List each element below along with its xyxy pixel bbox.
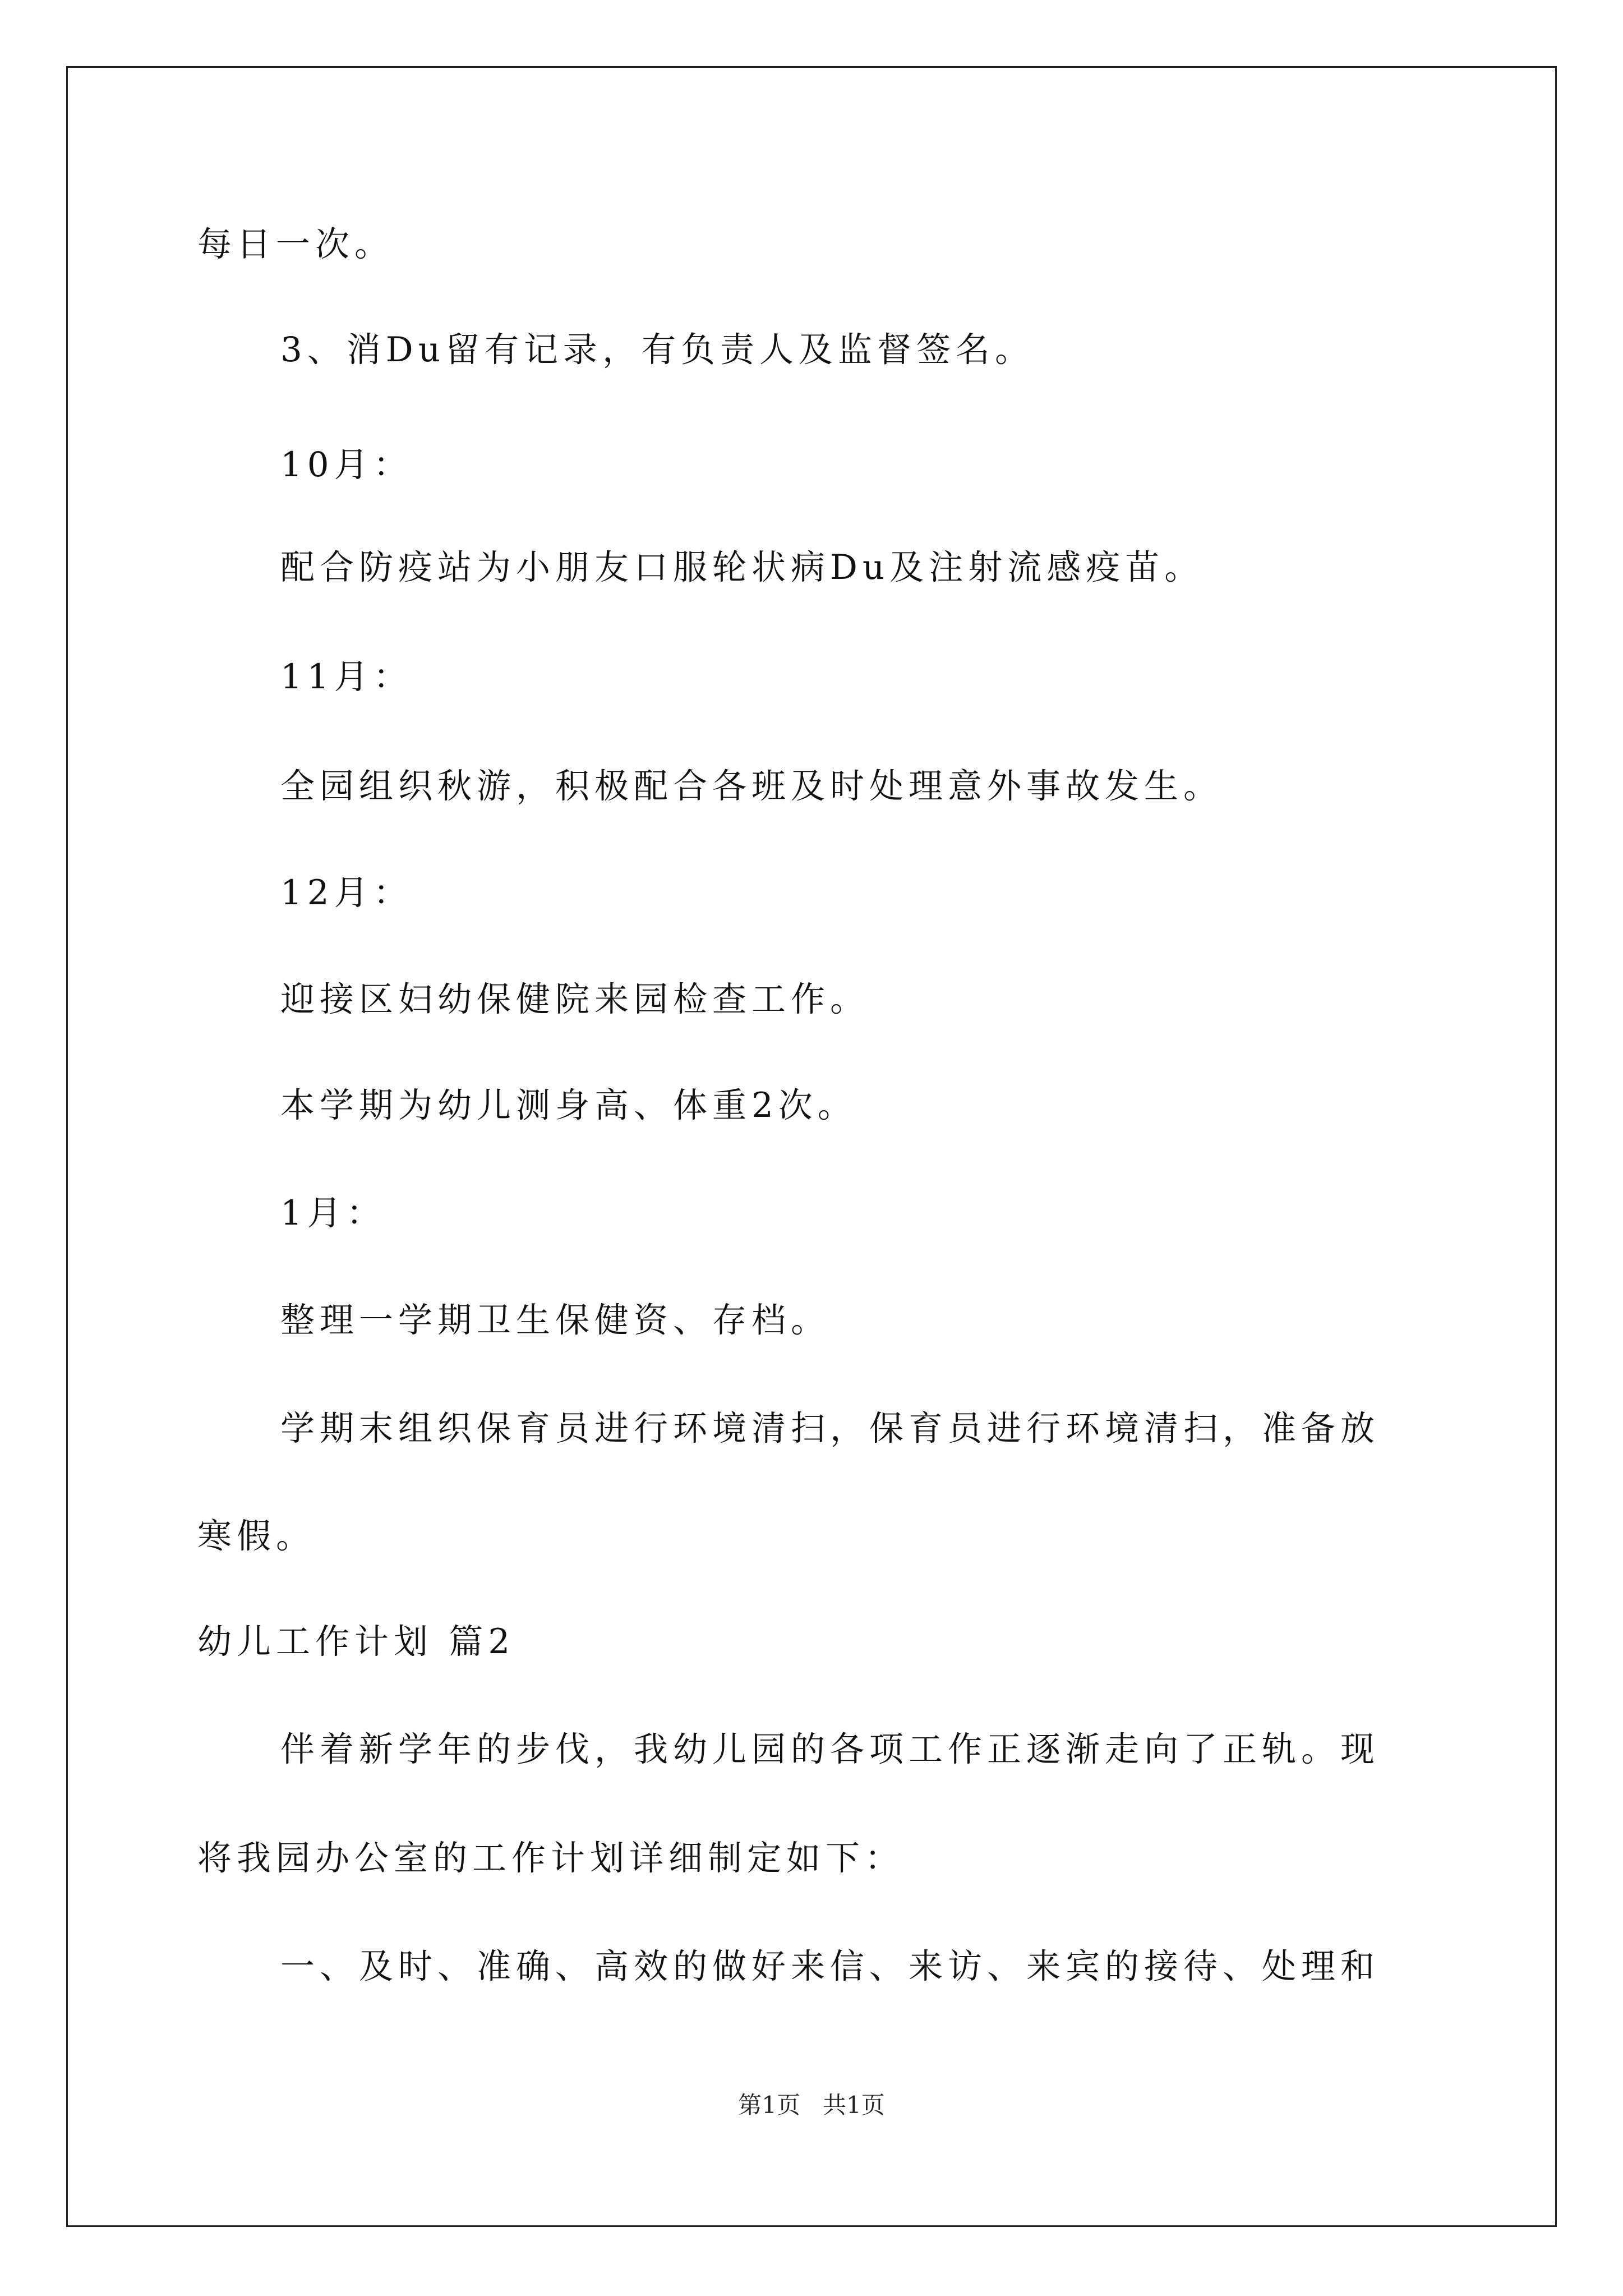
- text-line-3: 10月：: [280, 445, 413, 485]
- text-line-5: 11月：: [280, 657, 413, 697]
- page-number-footer: 第1页 共1页: [738, 2091, 885, 2119]
- text-line-9: 本学期为幼儿测身高、体重2次。: [280, 1085, 857, 1125]
- text-line-15: 伴着新学年的步伐，我幼儿园的各项工作正逐渐走向了正轨。现: [280, 1729, 1380, 1769]
- text-line-11: 整理一学期卫生保健资、存档。: [280, 1300, 831, 1340]
- text-line-7: 12月：: [280, 873, 413, 913]
- text-line-8: 迎接区妇幼保健院来园检查工作。: [280, 979, 870, 1019]
- text-line-2: 3、消Du留有记录，有负责人及监督签名。: [280, 330, 1035, 370]
- text-line-6: 全园组织秋游，积极配合各班及时处理意外事故发生。: [280, 766, 1223, 806]
- text-line-10: 1月：: [280, 1193, 386, 1233]
- section-heading: 幼儿工作计划 篇2: [197, 1622, 515, 1662]
- page-border: [66, 66, 1557, 2227]
- text-line-13: 寒假。: [197, 1516, 316, 1556]
- text-line-1: 每日一次。: [197, 224, 394, 264]
- text-line-16: 将我园办公室的工作计划详细制定如下：: [197, 1838, 905, 1878]
- text-line-17: 一、及时、准确、高效的做好来信、来访、来宾的接待、处理和: [280, 1947, 1380, 1986]
- text-line-4: 配合防疫站为小朋友口服轮状病Du及注射流感疫苗。: [280, 547, 1204, 587]
- text-line-12: 学期末组织保育员进行环境清扫，保育员进行环境清扫，准备放: [280, 1409, 1380, 1448]
